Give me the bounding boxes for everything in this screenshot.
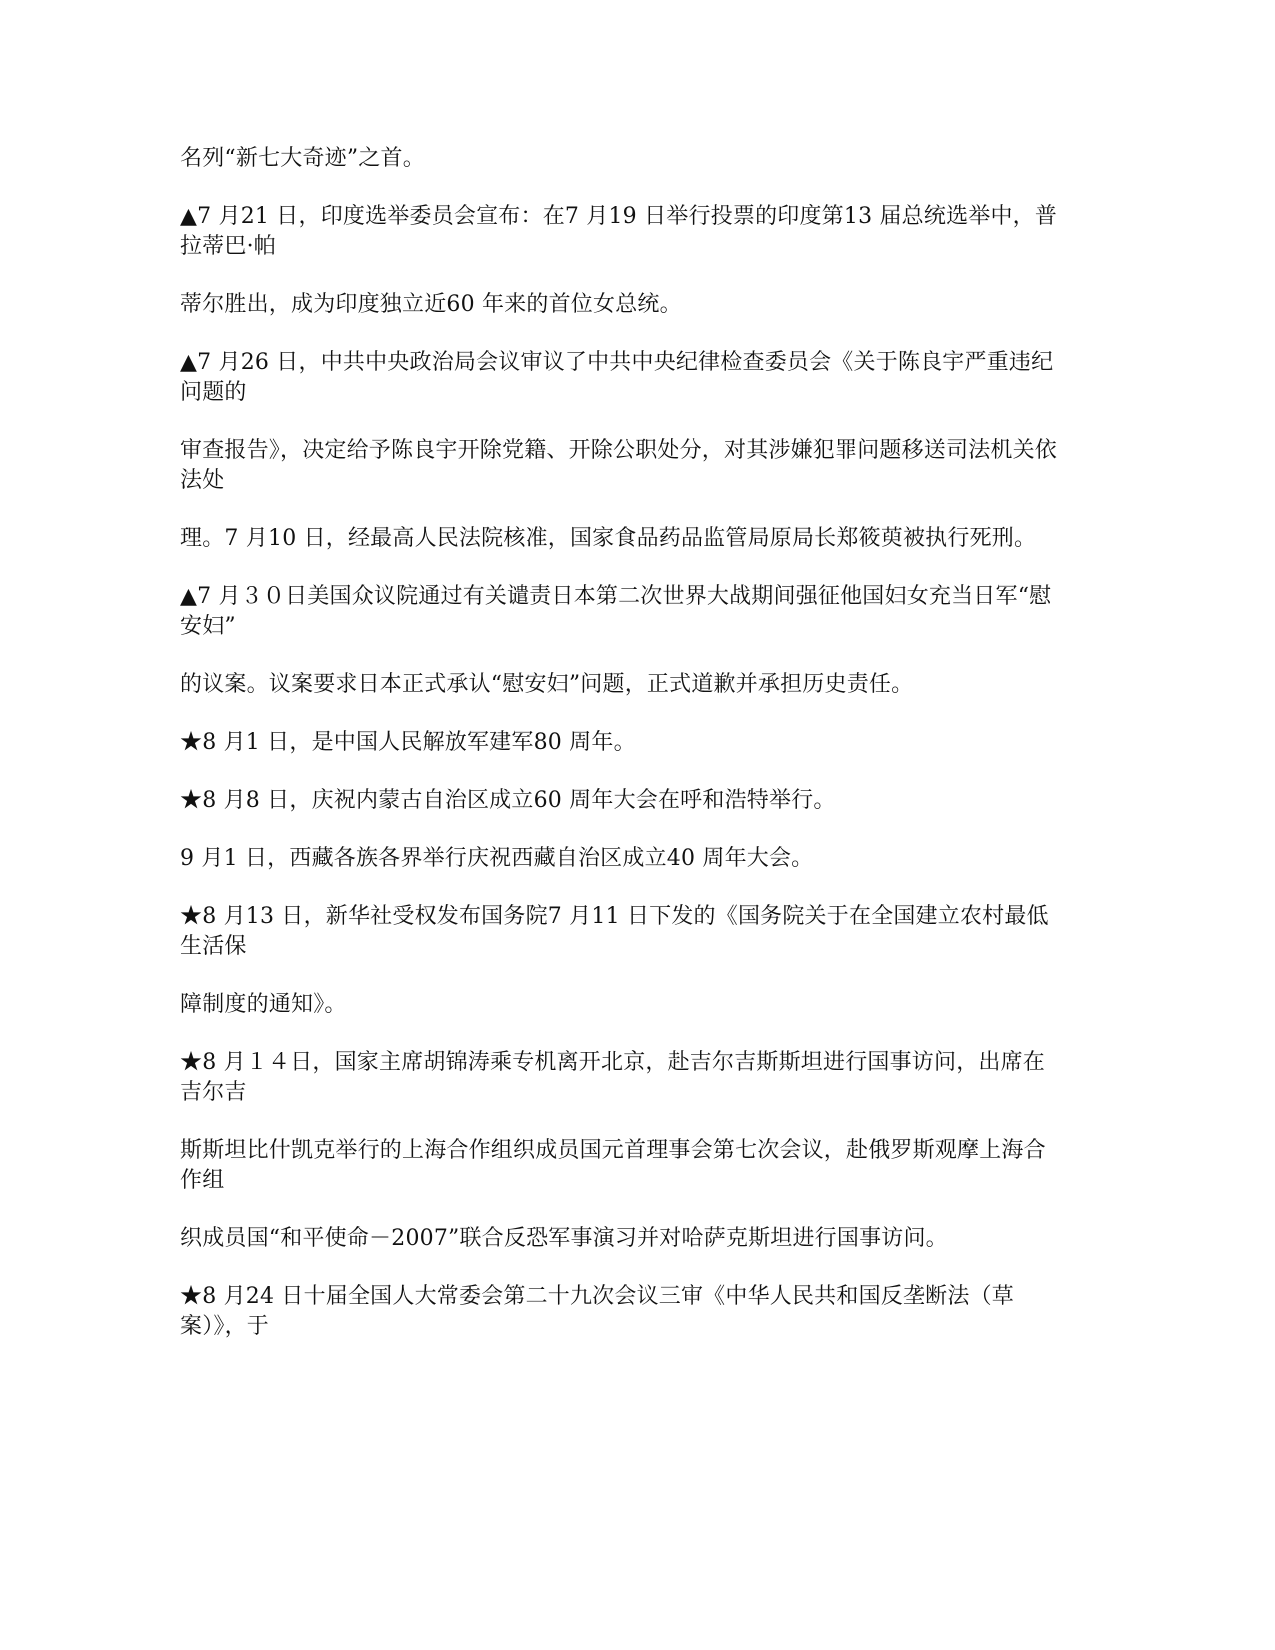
paragraph-17: ★8 月24 日十届全国人大常委会第二十九次会议三审《中华人民共和国反垄断法（草案）》，于 xyxy=(180,1284,1014,1339)
paragraph-1: 名列“新七大奇迹”之首。 xyxy=(180,146,425,171)
paragraph-9: ★8 月1 日，是中国人民解放军建军80 周年。 xyxy=(180,730,636,755)
paragraph-3: 蒂尔胜出，成为印度独立近60 年来的首位女总统。 xyxy=(180,292,682,317)
paragraph-12: ★8 月13 日，新华社受权发布国务院7 月11 日下发的《国务院关于在全国建立农村最低生活保 xyxy=(180,904,1049,959)
document-body xyxy=(180,144,1060,1370)
paragraph-10: ★8 月8 日，庆祝内蒙古自治区成立60 周年大会在呼和浩特举行。 xyxy=(180,788,836,813)
paragraph-16: 织成员国“和平使命－2007”联合反恐军事演习并对哈萨克斯坦进行国事访问。 xyxy=(180,1226,948,1251)
paragraph-13: 障制度的通知》。 xyxy=(180,992,347,1017)
paragraph-7: ▲7 月３０日美国众议院通过有关谴责日本第二次世界大战期间强征他国妇女充当日军“慰安妇” xyxy=(180,584,1052,639)
paragraph-8: 的议案。议案要求日本正式承认“慰安妇”问题，正式道歉并承担历史责任。 xyxy=(180,672,914,697)
paragraph-5: 审查报告》，决定给予陈良宇开除党籍、开除公职处分，对其涉嫌犯罪问题移送司法机关依法处 xyxy=(180,438,1058,493)
paragraph-14: ★8 月１４日，国家主席胡锦涛乘专机离开北京，赴吉尔吉斯斯坦进行国事访问，出席在吉尔吉 xyxy=(180,1050,1045,1105)
paragraph-15: 斯斯坦比什凯克举行的上海合作组织成员国元首理事会第七次会议，赴俄罗斯观摩上海合作组 xyxy=(180,1138,1046,1193)
paragraph-2: ▲7 月21 日，印度选举委员会宣布：在7 月19 日举行投票的印度第13 届总统选举中，普拉蒂巴·帕 xyxy=(180,204,1058,259)
paragraph-6: 理。7 月10 日，经最高人民法院核准，国家食品药品监管局原局长郑筱萸被执行死刑。 xyxy=(180,526,1037,551)
paragraph-4: ▲7 月26 日，中共中央政治局会议审议了中共中央纪律检查委员会《关于陈良宇严重违纪问题的 xyxy=(180,350,1054,405)
paragraph-11: 9 月1 日，西藏各族各界举行庆祝西藏自治区成立40 周年大会。 xyxy=(180,846,814,871)
